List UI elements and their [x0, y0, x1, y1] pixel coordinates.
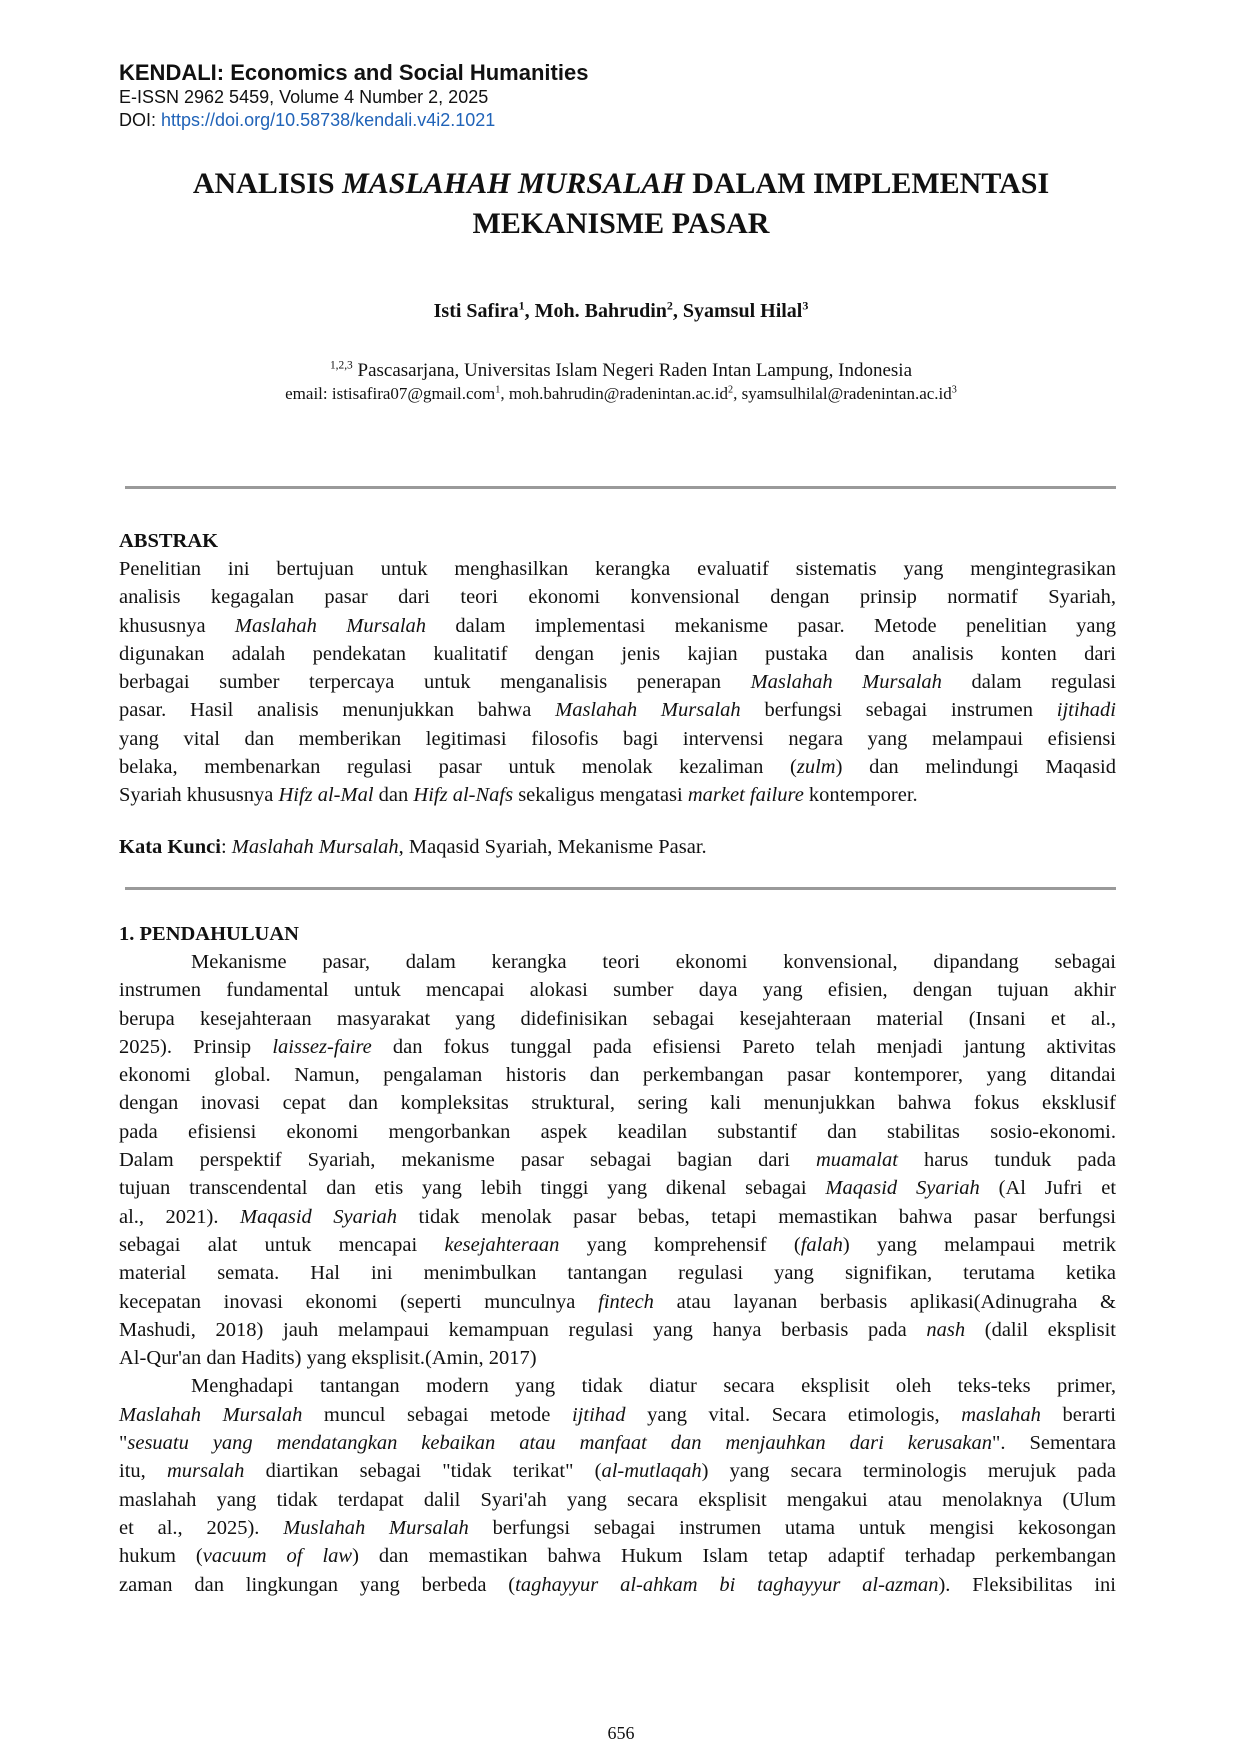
- keywords-line: Kata Kunci: Maslahah Mursalah, Maqasid Syariah, Mekanisme Pasar.: [119, 836, 707, 858]
- text-line: instrumen fundamental untuk mencapai alokasi sumber daya yang efisien, dengan tujuan akhir: [119, 979, 1116, 1002]
- text-line: berbagai sumber terpercaya untuk menganalisis penerapan Maslahah Mursalah dalam regulasi: [119, 671, 1116, 694]
- text-line: dengan inovasi cepat dan kompleksitas struktural, sering kali menunjukkan bahwa fokus eksklusif: [119, 1092, 1116, 1115]
- author: Syamsul Hilal$^3$: [682, 298, 809, 322]
- text-line: belaka, membenarkan regulasi pasar untuk menolak kezaliman (zulm) dan melindungi Maqasid: [119, 756, 1116, 779]
- text-line: itu, mursalah diartikan sebagai "tidak terikat" (al-mutlaqah) yang secara terminologis merujuk pada: [119, 1460, 1116, 1483]
- text-line: maslahah yang tidak terdapat dalil Syari'ah yang secara eksplisit mengakui atau menolaknya (Ulum: [119, 1488, 1116, 1511]
- keywords-values: Maslahah Mursalah, Maqasid Syariah, Mekanisme Pasar.: [231, 836, 707, 858]
- doi-label: DOI:: [119, 110, 162, 130]
- text-line: Penelitian ini bertujuan untuk menghasilkan kerangka evaluatif sistematis yang mengintegrasikan: [119, 558, 1116, 580]
- doi-link[interactable]: https://doi.org/10.58738/kendali.v4i2.1021: [161, 110, 496, 130]
- text-line: Mashudi, 2018) jauh melampaui kemampuan regulasi yang hanya berbasis pada nash (dalil eksplisit: [119, 1318, 1116, 1341]
- text-line: sebagai alat untuk mencapai kesejahteraan yang komprehensif (falah) yang melampaui metrik: [119, 1233, 1116, 1256]
- text-line: Dalam perspektif Syariah, mekanisme pasar sebagai bagian dari muamalat harus tunduk pada: [119, 1149, 1116, 1172]
- journal-header: [119, 60, 588, 132]
- email[interactable]: istisafira07@gmail.com$^1$: [331, 384, 501, 403]
- introduction-body: [119, 948, 1116, 1599]
- author-list: Isti Safira$^1$, Moh. Bahrudin$^2$, Syamsul Hilal$^3$: [433, 298, 809, 322]
- text-line: hukum (vacuum of law) dan memastikan bahwa Hukum Islam tetap adaptif terhadap perkembangan: [119, 1545, 1116, 1568]
- doi-line: [119, 109, 588, 132]
- affiliation-block: [0, 359, 1242, 405]
- text-line: Syariah khususnya Hifz al-Mal dan Hifz al-Nafs sekaligus mengatasi market failure kontemporer.: [119, 784, 918, 807]
- text-line: Maslahah Mursalah muncul sebagai metode ijtihad yang vital. Secara etimologis, maslahah berarti: [119, 1403, 1117, 1426]
- email[interactable]: $moh.bahrudin@radenintan.ac.id^2$: [508, 384, 734, 403]
- author: Moh. Bahrudin$^2$: [534, 298, 673, 322]
- text-line: pada efisiensi ekonomi mengorbankan aspek keadilan substantif dan stabilitas sosio-ekonomi.: [119, 1120, 1116, 1143]
- page-number: 656: [607, 1723, 635, 1743]
- text-line: material semata. Hal ini menimbulkan tantangan regulasi yang signifikan, terutama ketika: [119, 1262, 1116, 1285]
- issn-volume-line: E-ISSN 2962 5459, Volume 4 Number 2, 2025: [119, 87, 489, 107]
- text-line: yang vital dan memberikan legitimasi filosofis bagi intervensi negara yang melampaui efisiensi: [119, 727, 1116, 750]
- text-line: al., 2021). Maqasid Syariah tidak menolak pasar bebas, tetapi memastikan bahwa pasar berfungsi: [119, 1205, 1116, 1228]
- text-line: analisis kegagalan pasar dari teori ekonomi konvensional dengan prinsip normatif Syariah,: [119, 586, 1116, 609]
- email[interactable]: $syamsulhilal@radenintan.ac.id^3$: [741, 384, 957, 403]
- email-line: email: istisafira07@gmail.com$^1$, $moh.bahrudin@radenintan.ac.id^2$, $syamsulhilal@radenintan.ac.id^3$: [285, 384, 957, 403]
- affiliation: $^{1,2,3}$ Pascasarjana, Universitas Islam Negeri Raden Intan Lampung, Indonesia: [329, 359, 913, 381]
- title-line-1: ANALISIS MASLAHAH MURSALAH DALAM IMPLEMENTASI: [192, 167, 1050, 200]
- keywords-label: Kata Kunci: [119, 836, 221, 858]
- text-line: berupa kesejahteraan masyarakat yang didefinisikan sebagai kesejahteraan material (Insani et al.,: [119, 1007, 1116, 1030]
- text-line: "sesuatu yang mendatangkan kebaikan atau manfaat dan menjauhkan dari kerusakan". Sementara: [119, 1432, 1116, 1455]
- introduction-section: [119, 920, 1116, 1599]
- text-line: kecepatan inovasi ekonomi (seperti munculnya fintech atau layanan berbasis aplikasi(Adinugraha &: [119, 1290, 1116, 1313]
- text-line: khususnya Maslahah Mursalah dalam implementasi mekanisme pasar. Metode penelitian yang: [119, 614, 1116, 637]
- text-line: Menghadapi tantangan modern yang tidak diatur secara eksplisit oleh teks-teks primer,: [191, 1375, 1116, 1398]
- divider-top: [125, 486, 1116, 489]
- journal-name: KENDALI: Economics and Social Humanities: [119, 60, 589, 85]
- text-line: Al-Qur'an dan Hadits) yang eksplisit.(Amin, 2017): [119, 1347, 537, 1370]
- author: Isti Safira$^1$: [433, 298, 525, 322]
- abstract-heading: ABSTRAK: [119, 530, 219, 552]
- text-line: tujuan transcendental dan etis yang lebih tinggi yang dikenal sebagai Maqasid Syariah (Al Jufri et: [119, 1177, 1117, 1200]
- text-line: Mekanisme pasar, dalam kerangka teori ekonomi konvensional, dipandang sebagai: [191, 951, 1116, 973]
- text-line: ekonomi global. Namun, pengalaman historis dan perkembangan pasar kontemporer, yang ditandai: [119, 1064, 1116, 1087]
- text-line: pasar. Hasil analisis menunjukkan bahwa Maslahah Mursalah berfungsi sebagai instrumen ijtihadi: [119, 699, 1116, 722]
- title-line-2: MEKANISME PASAR: [472, 207, 770, 240]
- text-line: zaman dan lingkungan yang berbeda (taghayyur al-ahkam bi taghayyur al-azman). Fleksibilitas ini: [119, 1573, 1116, 1596]
- text-line: et al., 2025). Muslahah Mursalah berfungsi sebagai instrumen utama untuk mengisi kekosongan: [119, 1516, 1116, 1539]
- abstract-body: [119, 555, 1116, 810]
- text-line: 2025). Prinsip laissez-faire dan fokus tunggal pada efisiensi Pareto telah menjadi jantung aktivitas: [119, 1035, 1116, 1058]
- paper-title: [0, 164, 1242, 244]
- introduction-heading: 1. PENDAHULUAN: [119, 923, 299, 945]
- divider-bottom: [125, 887, 1116, 890]
- abstract-section: [119, 527, 1116, 810]
- text-line: digunakan adalah pendekatan kualitatif dengan jenis kajian pustaka dan analisis konten dari: [119, 642, 1116, 665]
